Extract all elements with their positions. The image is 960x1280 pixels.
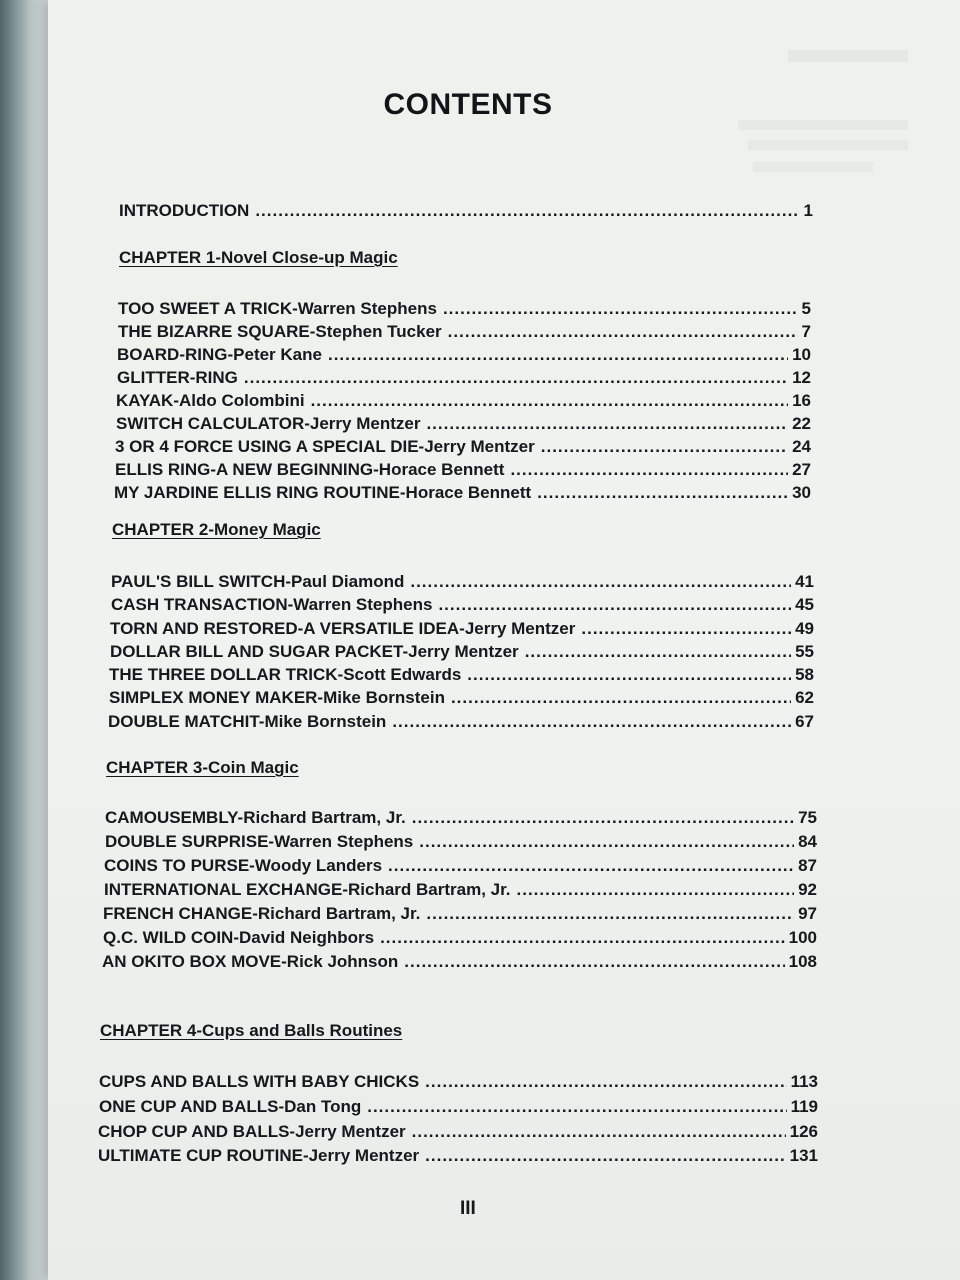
book-spine-edge: [0, 0, 48, 1280]
toc-entry: [99, 1071, 818, 1093]
entry-title: COINS TO PURSE-Woody Landers: [104, 856, 383, 875]
toc-entry: [102, 951, 817, 973]
entry-page-number: 131: [789, 1146, 818, 1165]
dot-leader: [517, 879, 795, 901]
entry-page-number: 58: [795, 665, 814, 684]
toc-entry: [114, 482, 811, 504]
entry-title: INTERNATIONAL EXCHANGE-Richard Bartram, Jr.: [104, 880, 511, 899]
entry-title: KAYAK-Aldo Colombini: [116, 391, 305, 410]
toc-entry: [104, 879, 817, 901]
entry-title: PAUL'S BILL SWITCH-Paul Diamond: [111, 572, 405, 591]
toc-entry: [98, 1145, 818, 1167]
dot-leader: [443, 298, 798, 320]
toc-entry: [110, 641, 814, 663]
entry-title: CUPS AND BALLS WITH BABY CHICKS: [99, 1072, 420, 1091]
dot-leader: [392, 711, 791, 733]
entry-title: MY JARDINE ELLIS RING ROUTINE-Horace Bennett: [114, 483, 532, 502]
dot-leader: [412, 1121, 786, 1143]
entry-title: BOARD-RING-Peter Kane: [117, 345, 322, 364]
dot-leader: [451, 687, 791, 709]
entry-page-number: 27: [792, 460, 811, 479]
entry-title: INTRODUCTION: [119, 201, 250, 220]
dot-leader: [412, 807, 794, 829]
dot-leader: [367, 1096, 786, 1118]
entry-page-number: 97: [798, 904, 817, 923]
toc-entry: [109, 664, 814, 686]
chapter-heading: CHAPTER 2-Money Magic: [112, 520, 321, 539]
toc-entry: [105, 831, 817, 853]
entry-title: ULTIMATE CUP ROUTINE-Jerry Mentzer: [98, 1146, 420, 1165]
entry-title: ONE CUP AND BALLS-Dan Tong: [99, 1097, 362, 1116]
entry-page-number: 12: [792, 368, 811, 387]
dot-leader: [525, 641, 791, 663]
dot-leader: [419, 831, 794, 853]
page-title: CONTENTS: [383, 88, 553, 121]
entry-page-number: 30: [792, 483, 811, 502]
dot-leader: [380, 927, 785, 949]
bleed-through-mark: [788, 50, 908, 62]
dot-leader: [388, 855, 794, 877]
entry-title: Q.C. WILD COIN-David Neighbors: [103, 928, 375, 947]
dot-leader: [404, 951, 784, 973]
entry-page-number: 10: [792, 345, 811, 364]
entry-page-number: 62: [795, 688, 814, 707]
dot-leader: [438, 594, 791, 616]
entry-title: SIMPLEX MONEY MAKER-Mike Bornstein: [109, 688, 445, 707]
toc-entry: [103, 903, 817, 925]
toc-entry: [116, 390, 811, 412]
entry-page-number: 108: [788, 952, 817, 971]
toc-entry: [109, 687, 814, 709]
dot-leader: [426, 413, 788, 435]
toc-entry: [108, 711, 814, 733]
entry-page-number: 22: [792, 414, 811, 433]
entry-page-number: 100: [788, 928, 817, 947]
entry-title: CASH TRANSACTION-Warren Stephens: [111, 595, 433, 614]
toc-entry: [115, 436, 811, 458]
toc-entry-introduction: [119, 200, 813, 222]
chapter-heading: CHAPTER 4-Cups and Balls Routines: [100, 1021, 403, 1040]
toc-entry: [98, 1121, 818, 1143]
dot-leader: [244, 367, 788, 389]
entry-page-number: 126: [789, 1122, 818, 1141]
dot-leader: [467, 664, 791, 686]
entry-page-number: 1: [803, 201, 813, 220]
dot-leader: [311, 390, 789, 412]
entry-page-number: 45: [795, 595, 814, 614]
entry-title: TOO SWEET A TRICK-Warren Stephens: [118, 299, 437, 318]
page-folio: III: [460, 1198, 476, 1219]
entry-title: DOLLAR BILL AND SUGAR PACKET-Jerry Mentzer: [110, 642, 519, 661]
dot-leader: [537, 482, 788, 504]
dot-leader: [426, 903, 794, 925]
entry-title: GLITTER-RING: [117, 368, 238, 387]
entry-page-number: 92: [798, 880, 817, 899]
toc-entry: [99, 1096, 818, 1118]
toc-entry: [111, 594, 814, 616]
dot-leader: [448, 321, 798, 343]
entry-title: TORN AND RESTORED-A VERSATILE IDEA-Jerry Mentzer: [110, 619, 576, 638]
entry-page-number: 55: [795, 642, 814, 661]
entry-page-number: 113: [790, 1072, 818, 1091]
chapter-heading: CHAPTER 1-Novel Close-up Magic: [119, 248, 398, 267]
entry-page-number: 87: [798, 856, 817, 875]
dot-leader: [255, 200, 799, 222]
entry-title: 3 OR 4 FORCE USING A SPECIAL DIE-Jerry Mentzer: [115, 437, 535, 456]
dot-leader: [425, 1071, 786, 1093]
entry-title: DOUBLE SURPRISE-Warren Stephens: [105, 832, 414, 851]
toc-entry: [118, 321, 811, 343]
chapter-heading: CHAPTER 3-Coin Magic: [106, 758, 299, 777]
toc-entry: [116, 413, 811, 435]
toc-entry: [104, 855, 817, 877]
toc-entry: [117, 367, 811, 389]
toc-entry: [103, 927, 817, 949]
entry-title: AN OKITO BOX MOVE-Rick Johnson: [102, 952, 399, 971]
toc-entry: [110, 618, 814, 640]
dot-leader: [410, 571, 791, 593]
bleed-through-mark: [753, 162, 873, 172]
entry-page-number: 5: [801, 299, 811, 318]
entry-page-number: 75: [798, 808, 817, 827]
entry-title: THE BIZARRE SQUARE-Stephen Tucker: [118, 322, 442, 341]
entry-page-number: 16: [792, 391, 811, 410]
toc-entry: [118, 298, 811, 320]
entry-page-number: 49: [795, 619, 814, 638]
entry-title: FRENCH CHANGE-Richard Bartram, Jr.: [103, 904, 421, 923]
entry-page-number: 67: [795, 712, 814, 731]
entry-title: SWITCH CALCULATOR-Jerry Mentzer: [116, 414, 421, 433]
entry-title: DOUBLE MATCHIT-Mike Bornstein: [108, 712, 387, 731]
dot-leader: [510, 459, 788, 481]
bleed-through-mark: [748, 140, 908, 150]
entry-title: ELLIS RING-A NEW BEGINNING-Horace Bennett: [115, 460, 505, 479]
dot-leader: [541, 436, 788, 458]
entry-title: CAMOUSEMBLY-Richard Bartram, Jr.: [105, 808, 406, 827]
toc-entry: [117, 344, 811, 366]
toc-entry: [111, 571, 814, 593]
entry-page-number: 119: [790, 1097, 818, 1116]
toc-entry: [115, 459, 811, 481]
dot-leader: [581, 618, 791, 640]
entry-page-number: 84: [798, 832, 817, 851]
contents-page: [48, 0, 960, 1280]
entry-page-number: 7: [801, 322, 811, 341]
dot-leader: [425, 1145, 785, 1167]
entry-title: CHOP CUP AND BALLS-Jerry Mentzer: [98, 1122, 406, 1141]
toc-entry: [105, 807, 817, 829]
entry-page-number: 24: [792, 437, 811, 456]
dot-leader: [328, 344, 788, 366]
entry-title: THE THREE DOLLAR TRICK-Scott Edwards: [109, 665, 462, 684]
entry-page-number: 41: [795, 572, 814, 591]
